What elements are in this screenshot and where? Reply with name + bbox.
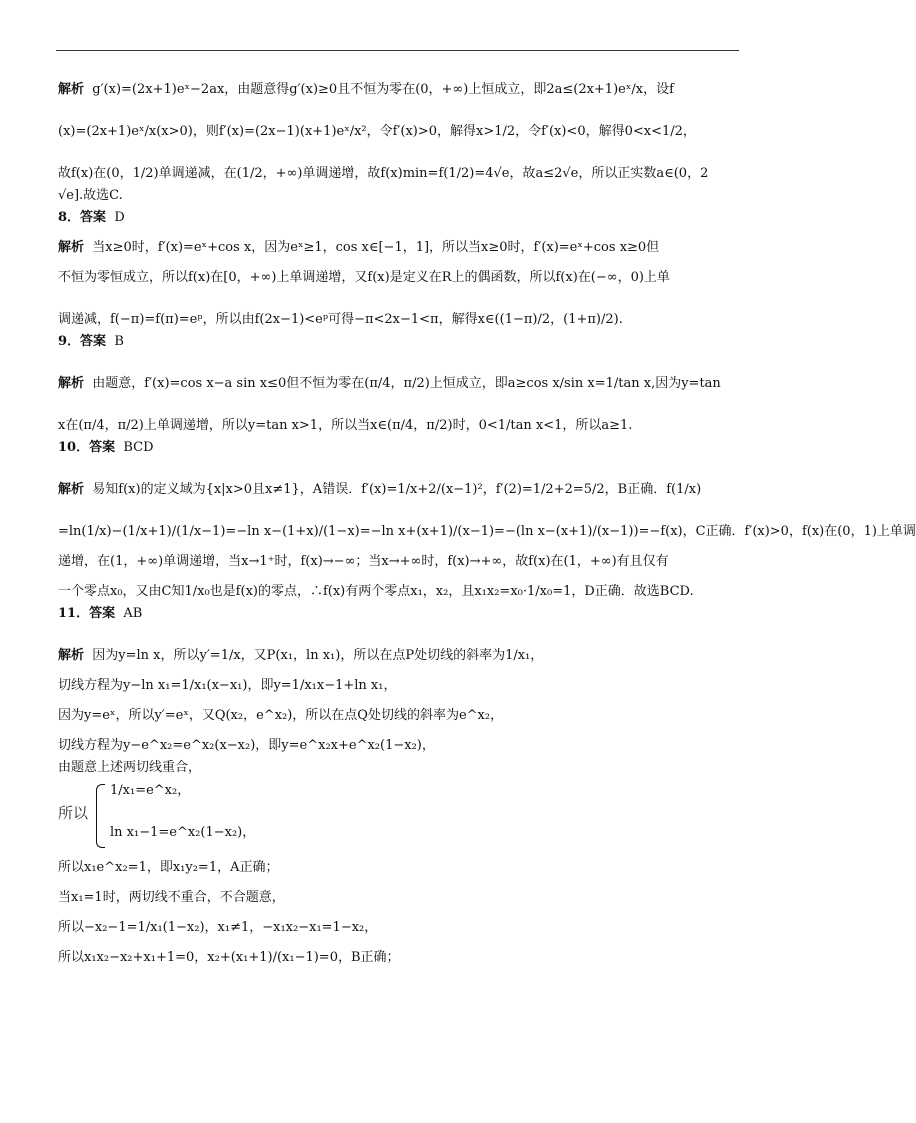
text-line <box>58 544 740 574</box>
line-text: 由题意，f′(x)=cos x−a sin x≤0但不恒为零在(π/4，π/2)上恒成立，即a≥cos x/sin x=1/tan x,因为y=tan <box>92 376 721 391</box>
text-line <box>58 910 740 940</box>
answer-value: AB <box>123 606 143 621</box>
line-text: 当x≥0时，f′(x)=eˣ+cos x，因为eˣ≥1，cos x∈[−1，1]，所以当x≥0时，f′(x)=eˣ+cos x≥0但 <box>92 240 660 255</box>
text-line <box>58 668 740 698</box>
solution-content <box>58 60 916 970</box>
text-line <box>58 60 740 102</box>
text-line <box>58 144 740 186</box>
line-text: 切线方程为y−ln x₁=1/x₁(x−x₁)，即y=1/x₁x−1+ln x₁， <box>58 678 397 693</box>
line-text: =ln(1/x)−(1/x+1)/(1/x−1)=−ln x−(1+x)/(1−x)=−ln x+(x+1)/(x−1)=−(ln x−(x+1)/(x−1))=−f(x)，C正确．f′(x)>0，f(x)在(0，1)上单调 <box>58 524 916 539</box>
line-text: 易知f(x)的定义域为{x|x>0且x≠1}，A错误．f′(x)=1/x+2/(x−1)²，f′(2)=1/2+2=5/2，B正确．f(1/x) <box>92 482 702 497</box>
answer-label: 9．答案 <box>58 334 107 349</box>
answer-value: B <box>114 334 124 349</box>
line-text: 故f(x)在(0，1/2)单调递减，在(1/2，+∞)单调递增，故f(x)min=f(1/2)=4√e，故a≤2√e，所以正实数a∈(0，2 <box>58 166 709 181</box>
answer-heading-11 <box>58 604 740 626</box>
line-text: 调递减，f(−π)=f(π)=eᵖ，所以由f(2x−1)<eᵖ可得−π<2x−1<π，解得x∈((1−π)/2，(1+π)/2). <box>58 312 623 327</box>
answer-label: 10．答案 <box>58 440 116 455</box>
text-line <box>58 574 740 604</box>
text-line <box>58 230 740 260</box>
line-text: 因为y=eˣ，所以y′=eˣ，又Q(x₂，e^x₂)，所以在点Q处切线的斜率为e^x₂， <box>58 708 504 723</box>
text-line <box>58 626 740 668</box>
system-equation-2: ln x₁−1=e^x₂(1−x₂)， <box>110 825 256 840</box>
line-text: 因为y=ln x，所以y′=1/x，又P(x₁，ln x₁)，所以在点P处切线的斜率为1/x₁， <box>92 648 544 663</box>
text-line <box>58 260 740 290</box>
text-line <box>58 728 740 758</box>
line-text: 当x₁=1时，两切线不重合，不合题意， <box>58 890 285 905</box>
line-text: (x)=(2x+1)eˣ/x(x>0)，则f′(x)=(2x−1)(x+1)eˣ/x²，令f′(x)>0，解得x>1/2，令f′(x)<0，解得0<x<1/2， <box>58 124 696 139</box>
text-line <box>58 396 740 438</box>
text-line <box>58 880 740 910</box>
answer-value: D <box>114 210 125 225</box>
answer-value: BCD <box>123 440 154 455</box>
left-brace <box>96 784 105 848</box>
line-text: 由题意上述两切线重合， <box>58 760 202 775</box>
line-text: 切线方程为y−e^x₂=e^x₂(x−x₂)，即y=e^x₂x+e^x₂(1−x₂)， <box>58 738 435 753</box>
text-line <box>58 460 740 502</box>
text-line <box>58 502 916 544</box>
text-line <box>58 940 740 970</box>
analysis-label: 解析 <box>58 240 85 255</box>
line-text: √e].故选C. <box>58 188 123 203</box>
line-text: 所以x₁e^x₂=1，即x₁y₂=1，A正确； <box>58 860 279 875</box>
text-line <box>58 758 740 780</box>
equation-system <box>58 780 740 850</box>
line-text: 所以x₁x₂−x₂+x₁+1=0，x₂+(x₁+1)/(x₁−1)=0，B正确； <box>58 950 400 965</box>
line-text: 一个零点x₀，又由C知1/x₀也是f(x)的零点，∴f(x)有两个零点x₁，x₂，且x₁x₂=x₀·1/x₀=1，D正确．故选BCD. <box>58 584 694 599</box>
line-text: 所以−x₂−1=1/x₁(1−x₂)，x₁≠1，−x₁x₂−x₁=1−x₂， <box>58 920 378 935</box>
text-line <box>58 850 740 880</box>
answer-label: 11．答案 <box>58 606 116 621</box>
analysis-label: 解析 <box>58 482 85 497</box>
answer-heading-10 <box>58 438 740 460</box>
line-text: x在(π/4，π/2)上单调递增，所以y=tan x>1，所以当x∈(π/4，π/2)时，0<1/tan x<1，所以a≥1. <box>58 418 633 433</box>
answer-label: 8．答案 <box>58 210 107 225</box>
system-equation-1: 1/x₁=e^x₂， <box>110 783 191 798</box>
header-rule <box>56 50 739 51</box>
text-line <box>58 186 740 208</box>
text-line <box>58 698 740 728</box>
analysis-label: 解析 <box>58 648 85 663</box>
text-line <box>58 354 740 396</box>
line-text: g′(x)=(2x+1)eˣ−2ax，由题意得g′(x)≥0且不恒为零在(0，+∞)上恒成立，即2a≤(2x+1)eˣ/x，设f <box>92 82 674 97</box>
line-text: 递增，在(1，+∞)单调递增，当x→1⁺时，f(x)→−∞；当x→+∞时，f(x)→+∞，故f(x)在(1，+∞)有且仅有 <box>58 554 669 569</box>
analysis-label: 解析 <box>58 82 85 97</box>
answer-heading-8 <box>58 208 740 230</box>
text-line <box>58 102 740 144</box>
answer-heading-9 <box>58 332 740 354</box>
text-line <box>58 290 740 332</box>
analysis-label: 解析 <box>58 376 85 391</box>
line-text: 不恒为零恒成立，所以f(x)在[0，+∞)上单调递增，又f(x)是定义在R上的偶函数，所以f(x)在(−∞，0)上单 <box>58 270 670 285</box>
system-label: 所以 <box>58 804 89 822</box>
